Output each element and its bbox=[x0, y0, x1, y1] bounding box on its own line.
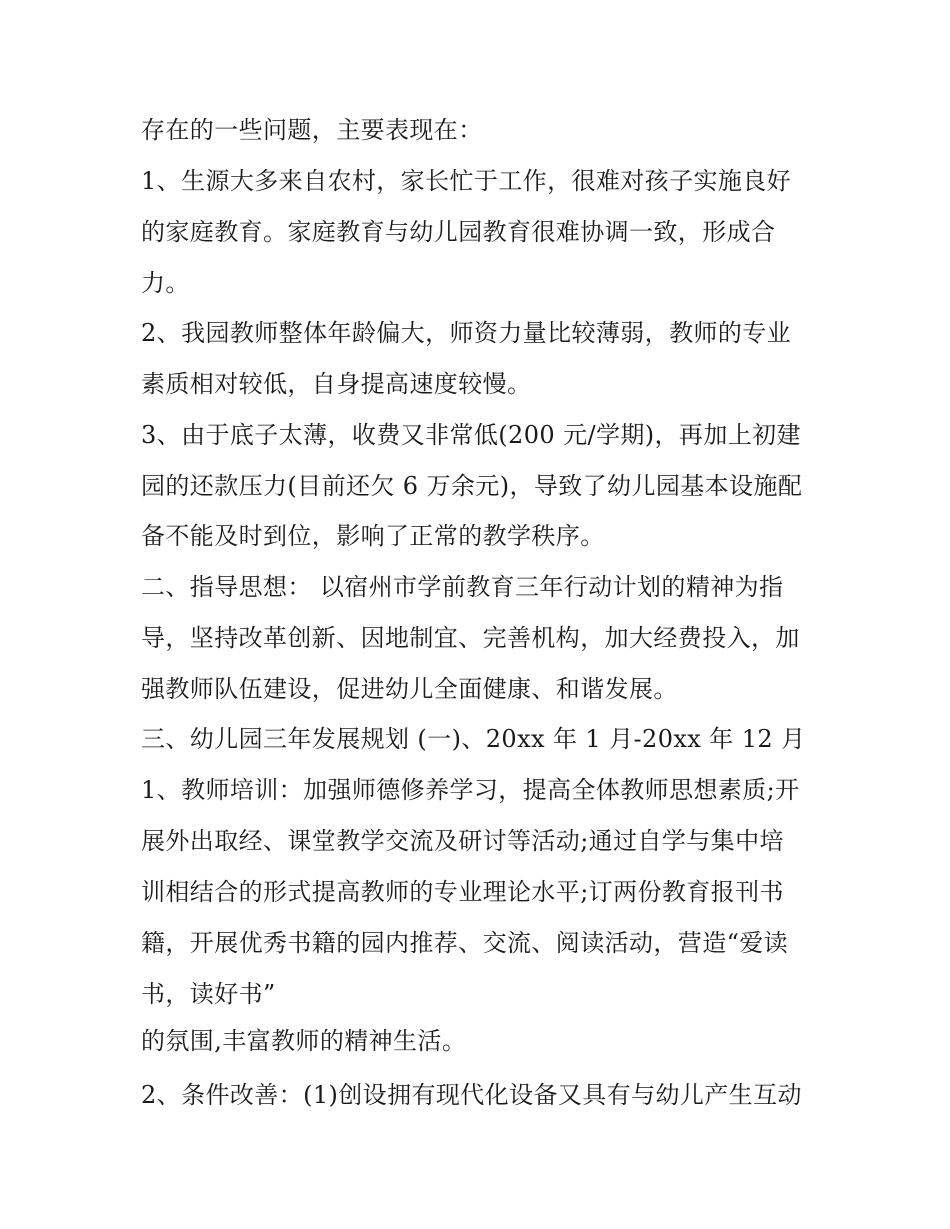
text-line: 的氛围,丰富教师的精神生活。 bbox=[141, 1027, 467, 1055]
text-line: 备不能及时到位，影响了正常的教学秩序。 bbox=[141, 522, 605, 550]
text-line: 素质相对较低，自身提高速度较慢。 bbox=[141, 370, 532, 398]
text-line: 书，读好书” bbox=[141, 980, 276, 1008]
text-line: 力。 bbox=[141, 269, 190, 297]
text-line: 籍，开展优秀书籍的园内推荐、交流、阅读活动，营造“爱读 bbox=[141, 929, 789, 957]
text-line: 3、由于底子太薄，收费又非常低(200 元/学期)，再加上初建 bbox=[141, 421, 801, 449]
text-line: 训相结合的形式提高教师的专业理论水平;订两份教育报刊书 bbox=[141, 878, 784, 906]
text-line: 二、指导思想： 以宿州市学前教育三年行动计划的精神为指 bbox=[141, 573, 784, 601]
text-line: 展外出取经、课堂教学交流及研讨等活动;通过自学与集中培 bbox=[141, 827, 784, 855]
text-line: 1、生源大多来自农村，家长忙于工作，很难对孩子实施良好 bbox=[141, 167, 792, 195]
text-line: 三、幼儿园三年发展规划 (一)、20xx 年 1 月-20xx 年 12 月 bbox=[141, 725, 806, 753]
text-line: 2、条件改善：(1)创设拥有现代化设备又具有与幼儿产生互动 bbox=[141, 1081, 802, 1109]
text-line: 1、教师培训：加强师德修养学习，提高全体教师思想素质;开 bbox=[141, 776, 800, 804]
text-line: 2、我园教师整体年龄偏大，师资力量比较薄弱，教师的专业 bbox=[141, 319, 792, 347]
text-line: 强教师队伍建设，促进幼儿全面健康、和谐发展。 bbox=[141, 675, 678, 703]
text-line: 存在的一些问题，主要表现在： bbox=[141, 116, 483, 144]
text-line: 的家庭教育。家庭教育与幼儿园教育很难协调一致，形成合 bbox=[141, 218, 776, 246]
text-line: 导，坚持改革创新、因地制宜、完善机构，加大经费投入，加 bbox=[141, 624, 800, 652]
text-line: 园的还款压力(目前还欠 6 万余元)，导致了幼儿园基本设施配 bbox=[141, 472, 803, 500]
